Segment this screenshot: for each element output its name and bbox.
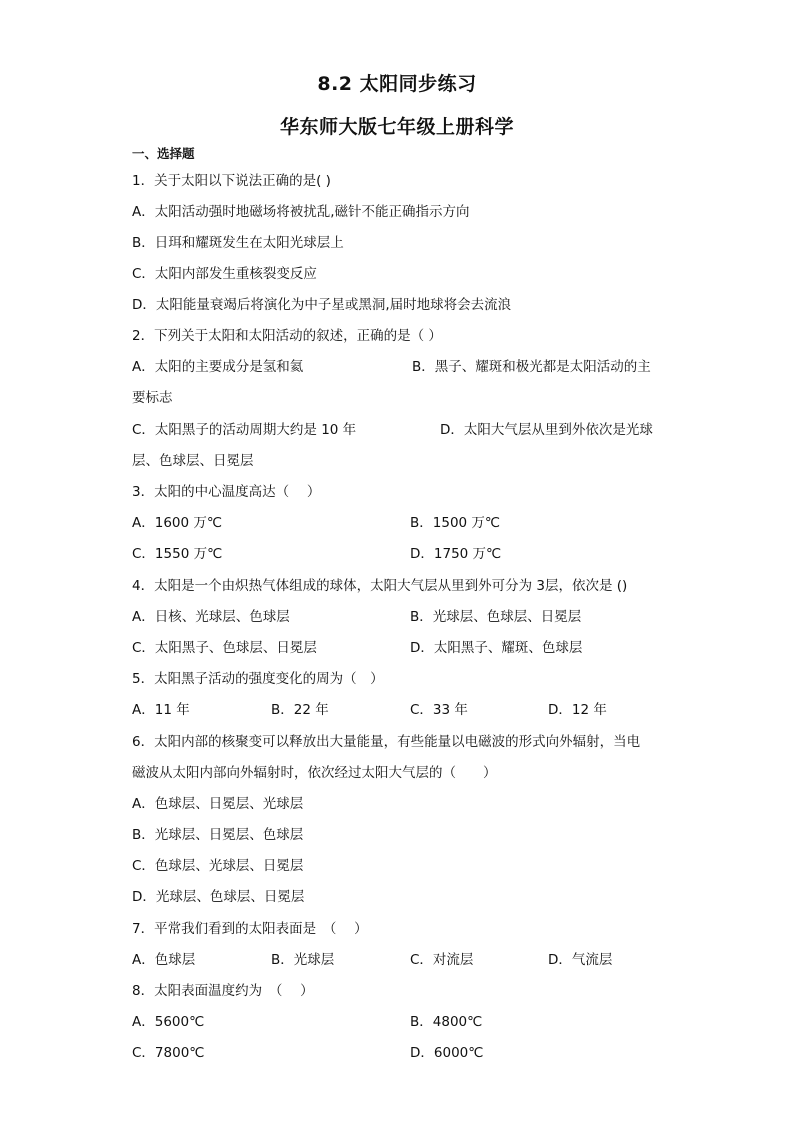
question-6-stem: 6．太阳内部的核聚变可以释放出大量能量，有些能量以电磁波的形式向外辐射，当电 xyxy=(132,734,641,750)
question-1-option-d: D．太阳能量衰竭后将演化为中子星或黑洞,届时地球将会去流浪 xyxy=(132,297,512,313)
question-6-option-c: C．色球层、光球层、日冕层 xyxy=(132,858,304,874)
question-2-option-a: A．太阳的主要成分是氢和氦 xyxy=(132,359,304,375)
question-2-stem: 2．下列关于太阳和太阳活动的叙述，正确的是（ ） xyxy=(132,328,442,344)
question-2-option-d-continued: 层、色球层、日冕层 xyxy=(132,453,254,469)
question-5-option-d: D．12 年 xyxy=(548,702,607,718)
question-8-option-b: B．4800℃ xyxy=(410,1014,483,1030)
question-2-option-b: B．黑子、耀斑和极光都是太阳活动的主 xyxy=(412,359,651,375)
question-8-stem: 8．太阳表面温度约为 （ ） xyxy=(132,983,314,999)
question-2-option-c: C．太阳黑子的活动周期大约是 10 年 xyxy=(132,422,357,438)
question-3-option-a: A．1600 万℃ xyxy=(132,515,223,531)
question-2-option-d: D．太阳大气层从里到外依次是光球 xyxy=(440,422,653,438)
question-4-stem: 4．太阳是一个由炽热气体组成的球体，太阳大气层从里到外可分为 3层，依次是 () xyxy=(132,578,628,594)
question-7-option-b: B．光球层 xyxy=(271,952,335,968)
question-8-option-c: C．7800℃ xyxy=(132,1045,205,1061)
question-7-option-c: C．对流层 xyxy=(410,952,474,968)
question-2-option-b-continued: 要标志 xyxy=(132,390,173,406)
question-1-option-a: A．太阳活动强时地磁场将被扰乱,磁针不能正确指示方向 xyxy=(132,204,470,220)
document-subtitle: 华东师大版七年级上册科学 xyxy=(279,116,514,138)
question-3-option-c: C．1550 万℃ xyxy=(132,546,223,562)
document-title: 8.2 太阳同步练习 xyxy=(317,73,477,95)
question-8-option-a: A．5600℃ xyxy=(132,1014,205,1030)
question-5-stem: 5．太阳黑子活动的强度变化的周为（ ） xyxy=(132,671,384,687)
question-4-option-d: D．太阳黑子、耀斑、色球层 xyxy=(410,640,583,656)
question-6-option-d: D．光球层、色球层、日冕层 xyxy=(132,889,305,905)
question-3-option-b: B．1500 万℃ xyxy=(410,515,501,531)
question-1-stem: 1．关于太阳以下说法正确的是( ) xyxy=(132,173,331,189)
question-7-stem: 7．平常我们看到的太阳表面是 （ ） xyxy=(132,921,368,937)
question-7-option-a: A．色球层 xyxy=(132,952,196,968)
question-6-option-b: B．光球层、日冕层、色球层 xyxy=(132,827,304,843)
question-3-stem: 3．太阳的中心温度高达（ ） xyxy=(132,484,321,500)
question-1-option-b: B．日珥和耀斑发生在太阳光球层上 xyxy=(132,235,344,251)
question-5-option-a: A．11 年 xyxy=(132,702,190,718)
question-6-stem-continued: 磁波从太阳内部向外辐射时，依次经过太阳大气层的（ ） xyxy=(132,765,497,781)
question-8-option-d: D．6000℃ xyxy=(410,1045,484,1061)
question-4-option-b: B．光球层、色球层、日冕层 xyxy=(410,609,582,625)
question-4-option-a: A．日核、光球层、色球层 xyxy=(132,609,290,625)
question-5-option-c: C．33 年 xyxy=(410,702,468,718)
question-7-option-d: D．气流层 xyxy=(548,952,613,968)
question-3-option-d: D．1750 万℃ xyxy=(410,546,502,562)
section-heading: 一、选择题 xyxy=(132,146,195,161)
question-6-option-a: A．色球层、日冕层、光球层 xyxy=(132,796,304,812)
question-1-option-c: C．太阳内部发生重核裂变反应 xyxy=(132,266,317,282)
question-4-option-c: C．太阳黑子、色球层、日冕层 xyxy=(132,640,317,656)
question-5-option-b: B．22 年 xyxy=(271,702,329,718)
